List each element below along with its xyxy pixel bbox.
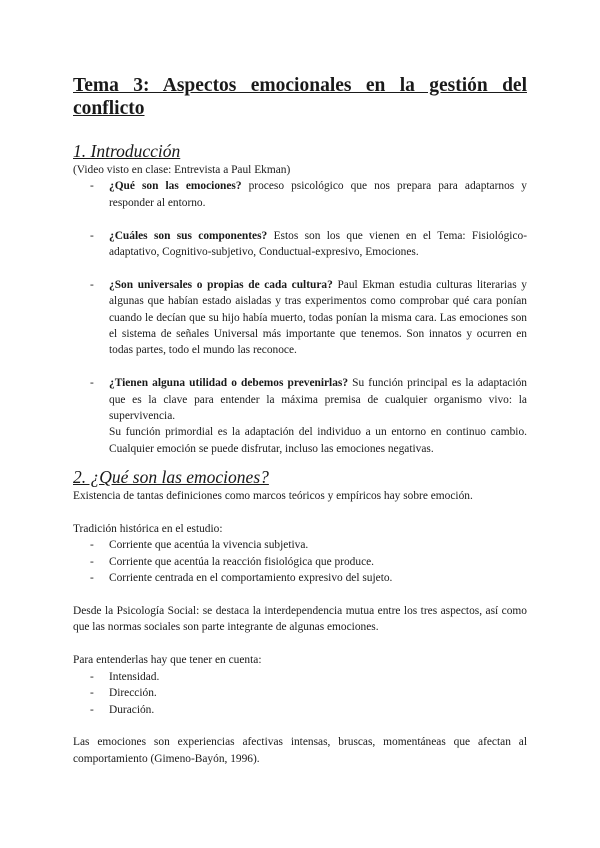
intro-note: (Video visto en clase: Entrevista a Paul Ekman)	[73, 164, 291, 176]
consider-label: Para entenderlas hay que tener en cuenta:	[73, 654, 262, 667]
list-bullet: -	[90, 377, 94, 390]
paragraph-definitions: Existencia de tantas definiciones como marcos teóricos y empíricos hay sobre emoción.	[73, 490, 473, 503]
list-item	[73, 554, 527, 570]
answer-text: Estos son los que vienen en el Tema: Fisiológico-adaptativo, Cognitivo-subjetivo, Conductual-expresivo, Emociones.	[109, 229, 527, 259]
document-title: Tema 3: Aspectos emocionales en la gestión del conflicto	[73, 75, 527, 119]
list-bullet: -	[90, 539, 94, 552]
question-text: ¿Tienen alguna utilidad o debemos prevenirlas?	[109, 377, 349, 390]
question-text: ¿Qué son las emociones?	[109, 180, 242, 193]
question-list	[73, 178, 527, 424]
spacer	[73, 718, 527, 734]
list-item	[73, 537, 527, 553]
list-item	[73, 228, 527, 261]
tradition-list	[73, 537, 527, 586]
list-bullet: -	[90, 703, 94, 716]
list-item	[73, 375, 527, 424]
list-item-text: Corriente que acentúa la vivencia subjetiva.	[109, 539, 309, 552]
list-item-text: Intensidad.	[109, 670, 160, 683]
spacer	[73, 636, 527, 652]
list-bullet: -	[90, 670, 94, 683]
tradition-label: Tradición histórica en el estudio:	[73, 523, 223, 536]
list-item	[73, 178, 527, 211]
list-bullet: -	[90, 687, 94, 700]
list-item	[73, 277, 527, 359]
answer-text: proceso psicológico que nos prepara para adaptarnos y responder al entorno.	[109, 180, 527, 209]
list-bullet: -	[90, 229, 94, 242]
section-heading-introduccion: 1. Introducción	[73, 141, 181, 161]
list-item	[73, 702, 527, 718]
list-item	[73, 669, 527, 685]
list-item-text: Corriente que acentúa la reacción fisiológica que produce.	[109, 555, 375, 568]
list-bullet: -	[90, 278, 94, 291]
list-item	[73, 570, 527, 586]
paragraph-definition-citation: Las emociones son experiencias afectivas intensas, bruscas, momentáneas que afectan al comportamiento (Gimeno-Bayón, 1996).	[73, 736, 527, 765]
list-item-text: Duración.	[109, 703, 155, 716]
spacer	[73, 587, 527, 603]
consider-list	[73, 669, 527, 718]
list-bullet: -	[90, 572, 94, 585]
list-bullet: -	[90, 180, 94, 193]
spacer	[73, 505, 527, 521]
answer-text: Su función principal es la adaptación que es la clave para entender la máxima premisa de cualquier organismo vivo: la supervivencia.	[109, 377, 527, 423]
answer-text: Paul Ekman estudia culturas literarias y algunas que habían estado aisladas y tras experimentos como comprobar qué cara ponían cuando le decían que su hijo había muerto, todas ponían la misma cara. Las emociones son el sistema de señales Universal más importante que tenemos. Son innatos y ocurren en todas partes, todo el mundo las reconoce.	[109, 278, 528, 357]
list-item-text: Dirección.	[109, 687, 157, 700]
document-page	[73, 74, 527, 767]
list-item	[73, 685, 527, 701]
paragraph-social-psychology: Desde la Psicología Social: se destaca la interdependencia mutua entre los tres aspectos, así como que las normas sociales son parte integrante de algunas emociones.	[73, 605, 527, 634]
list-item-text: Corriente centrada en el comportamiento expresivo del sujeto.	[109, 572, 393, 585]
question-text: ¿Son universales o propias de cada cultura?	[109, 278, 333, 291]
section-heading-que-son: 2. ¿Qué son las emociones?	[73, 467, 269, 488]
continuation-paragraph: Su función primordial es la adaptación del individuo a un entorno en continuo cambio. Cualquier emoción se puede disfrutar, incluso las emociones negativas.	[109, 426, 527, 455]
list-bullet: -	[90, 555, 94, 568]
question-text: ¿Cuáles son sus componentes?	[109, 229, 268, 242]
